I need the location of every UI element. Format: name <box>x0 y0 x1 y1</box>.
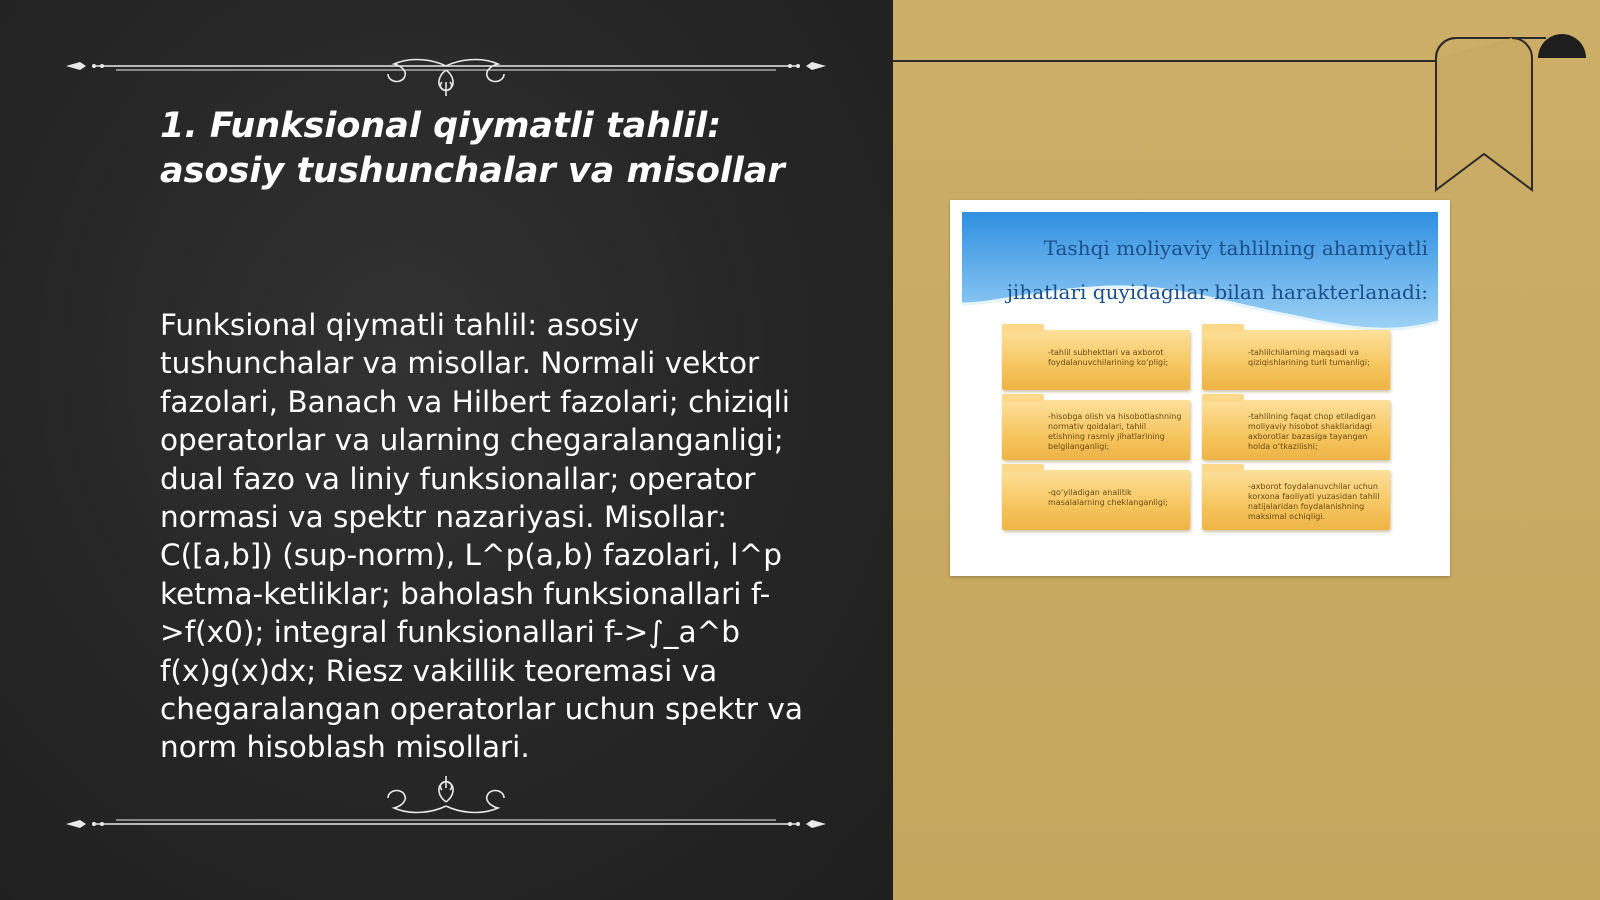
info-card <box>1002 400 1190 460</box>
info-card-text: -tahlilning faqat chop etiladigan moliyaviy hisobot shakllaridagi axborotlar bazasiga tayangan holda oʻtkazilishi; <box>1248 412 1376 451</box>
image-heading <box>962 226 1428 314</box>
info-card <box>1202 330 1390 390</box>
info-card <box>1002 470 1190 530</box>
info-card-text: -tahlilchilarning maqsadi va qiziqishlarining turli tumanligi; <box>1248 348 1370 367</box>
info-card-text: -qoʻyiladigan analitik masalalarning cheklanganligi; <box>1048 488 1168 507</box>
embedded-slide-canvas <box>962 212 1438 542</box>
info-card-text: -axborot foydalanuvchilar uchun korxona faoliyati yuzasidan tahlil natijalaridan foydalanishning maksimal ochiqligi. <box>1248 482 1380 521</box>
slide-body-text: Funksional qiymatli tahlil: asosiy tushunchalar va misollar. Normali vektor fazolari, Banach va Hilbert fazolari; chiziqli operatorlar va ularning chegaralanganligi; dual fazo va liniy funksionallar; operator normasi va spektr nazariyasi. Misollar: C([a,b]) (sup-norm), L^p(a,b) fazolari, l^p ketma-ketliklar; baholash funksionallari f->f(x0); integral funksionallari f->∫_a^b f(x)g(x)dx; Riesz vakillik teoremasi va chegaralangan operatorlar uchun spektr va norm hisoblash misollari. <box>160 308 803 765</box>
info-card-text: -hisobga olish va hisobotlashning normativ qoidalari, tahlil etishning rasmiy jihatlarining belgilanganligi; <box>1048 412 1182 451</box>
slide-title: 1. Funksional qiymatli tahlil: asosiy tushunchalar va misollar <box>160 106 785 191</box>
info-card-text: -tahlil subhektlari va axborot foydalanuvchilarining koʻpligi; <box>1048 348 1169 367</box>
image-heading-line1: Tashqi moliyaviy tahlilning ahamiyatli <box>1043 236 1428 260</box>
info-card <box>1202 400 1390 460</box>
bottom-divider-ornament-icon <box>66 772 826 832</box>
horizontal-rule <box>893 60 1453 62</box>
bookmark-ribbon-icon <box>1432 34 1600 204</box>
info-card <box>1002 330 1190 390</box>
image-heading-line2: jihatlari quyidagilar bilan harakterlanadi: <box>1006 280 1428 304</box>
info-card <box>1202 470 1390 530</box>
embedded-slide-image <box>950 200 1450 576</box>
top-divider-ornament-icon <box>66 40 826 100</box>
